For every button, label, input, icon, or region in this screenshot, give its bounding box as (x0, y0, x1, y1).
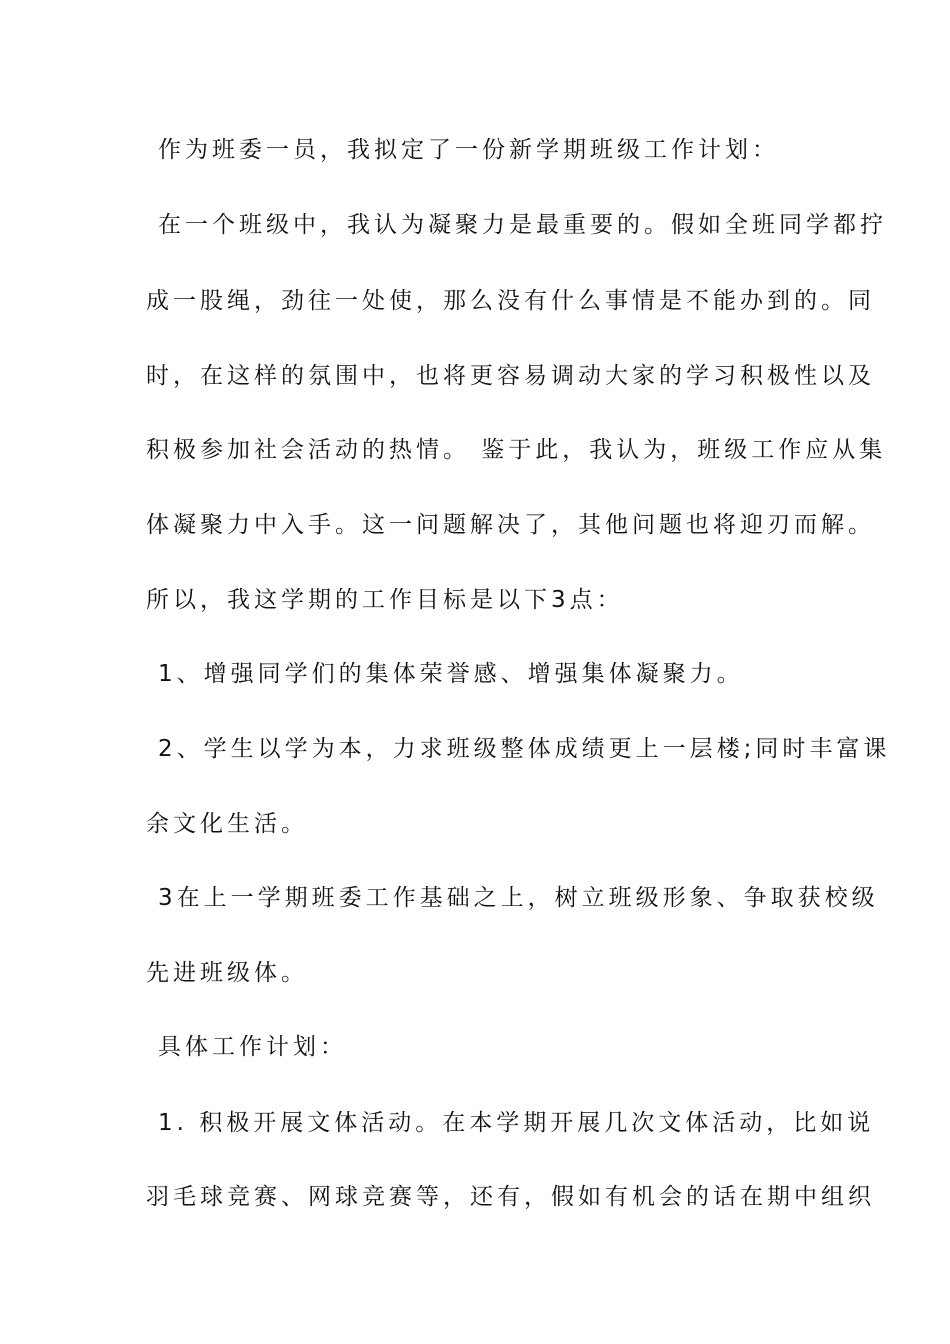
plan-heading-line: 具体工作计划： (158, 1034, 347, 1060)
paragraph-line: 时，在这样的氛围中，也将更容易调动大家的学习积极性以及 (146, 363, 875, 389)
goal-item-2-continued: 余文化生活。 (146, 811, 308, 837)
goal-item-3-continued: 先进班级体。 (146, 960, 308, 986)
paragraph-line: 成一股绳，劲往一处使，那么没有什么事情是不能办到的。同 (146, 288, 875, 314)
plan-item-1-continued: 羽毛球竞赛、网球竞赛等，还有，假如有机会的话在期中组织 (146, 1184, 875, 1210)
paragraph-line: 在一个班级中，我认为凝聚力是最重要的。假如全班同学都拧 (158, 212, 887, 238)
goal-item-2: 2、学生以学为本，力求班级整体成绩更上一层楼;同时丰富课 (158, 736, 891, 762)
goal-item-1: 1、增强同学们的集体荣誉感、增强集体凝聚力。 (158, 661, 744, 687)
plan-item-1: 1. 积极开展文体活动。在本学期开展几次文体活动，比如说 (158, 1110, 875, 1136)
goal-item-3: 3在上一学期班委工作基础之上，树立班级形象、争取获校级 (158, 885, 879, 911)
goals-heading-line: 所以，我这学期的工作目标是以下3点： (146, 587, 624, 613)
paragraph-line: 体凝聚力中入手。这一问题解决了，其他问题也将迎刃而解。 (146, 512, 875, 538)
intro-line: 作为班委一员，我拟定了一份新学期班级工作计划： (158, 137, 779, 163)
paragraph-line: 积极参加社会活动的热情。 鉴于此，我认为，班级工作应从集 (146, 437, 887, 463)
